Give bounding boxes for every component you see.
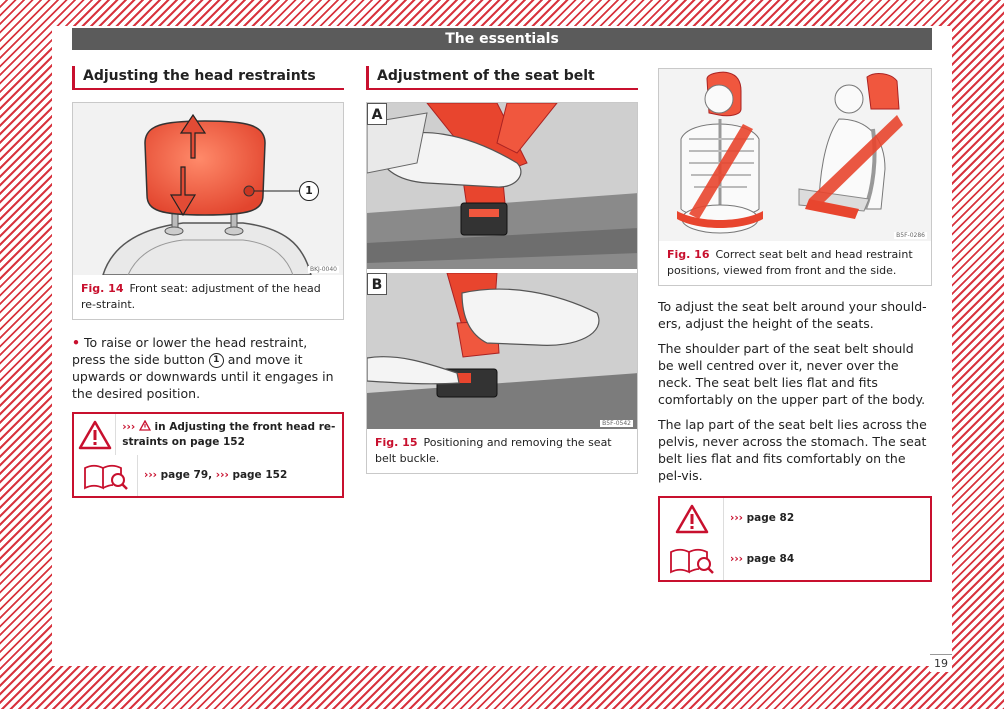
ref-arrows-2: ››› [215,469,229,481]
warning-reference-text[interactable] [724,511,794,526]
column-head-restraints [72,66,344,498]
figure-label: Fig. 16 [667,248,710,261]
head-restraint-instructions [72,334,344,402]
warning-icon-cell [660,498,724,539]
warning-reference-text[interactable] [116,420,342,450]
book-reference-row [660,539,930,580]
callout-1: 1 [299,181,319,201]
ref-arrows: ››› [730,512,743,524]
figure-caption [659,241,931,285]
column-seat-belt-positions [658,68,932,582]
buckle-insert-illustration [367,103,637,269]
warning-triangle-icon [78,420,112,450]
page-link-2: page 152 [232,469,288,481]
instruction-part1: To raise or lower the head restraint, press the side button [72,335,308,367]
page-link-1: page 79, [160,469,213,481]
manual-page [52,26,952,670]
book-reference-text[interactable] [724,552,794,567]
warning-triangle-icon [675,504,709,534]
bullet-icon: • [72,335,80,350]
panel-label-b: B [367,273,387,295]
figure-label: Fig. 14 [81,282,124,295]
section-title-head-restraints: Adjusting the head restraints [72,66,344,90]
book-magnifier-icon [83,462,129,490]
book-icon-cell [660,539,724,580]
warning-icon-cell [74,414,116,455]
panel-label-a: A [367,103,387,125]
ref-arrows: ››› [144,469,157,481]
instruction-part2: and move it upwards or downwards until it engages in the desired position. [72,352,334,401]
warning-reference-row [660,498,930,539]
book-icon-cell [74,455,138,496]
figure-15 [366,102,638,474]
small-warning-icon [139,420,151,431]
page-number: 19 [930,654,952,672]
warning-link-text: in Adjusting the front head re-straints on page 152 [122,420,336,448]
figure-caption-text: Front seat: adjustment of the head re-straint. [81,282,321,311]
figure-caption [73,275,343,319]
paragraph-1: To adjust the seat belt around your should-ers, adjust the height of the seats. [658,299,927,331]
paragraph-3: The lap part of the seat belt lies across the pelvis, never across the stomach. The seat belt lies flat and fits comfortably on the pel-vis. [658,417,927,483]
ref-arrows: ››› [122,420,136,433]
buckle-remove-drawing [367,273,637,429]
book-reference-row [74,455,342,496]
seat-belt-instructions [658,298,932,484]
figure-caption-text: Correct seat belt and head restraint positions, viewed from front and the side. [667,248,913,277]
figure-caption [367,429,637,473]
warning-reference-row [74,414,342,455]
section-title-seat-belt: Adjustment of the seat belt [366,66,638,90]
column-seat-belt [366,66,638,474]
ref-arrows: ››› [730,553,743,565]
skeleton-belt-drawing [659,69,931,241]
figure-code: B5F-0542 [602,420,631,427]
paragraph-2: The shoulder part of the seat belt should be well centred over it, never over the neck. The seat belt lies flat and fits comfortably on the upper part of the body. [658,341,926,407]
button-callout-icon: 1 [209,353,224,368]
reference-box [72,412,344,498]
figure-label: Fig. 15 [375,436,418,449]
reference-box [658,496,932,582]
belt-position-illustration [659,69,931,241]
figure-caption-text: Positioning and removing the seat belt buckle. [375,436,612,465]
page-link: page 84 [746,553,795,565]
chapter-header: The essentials [72,28,932,50]
book-magnifier-icon [669,546,715,574]
figure-16 [658,68,932,286]
figure-14 [72,102,344,320]
figure-code: BKJ-0040 [309,266,337,273]
buckle-remove-illustration [367,269,637,429]
figure-code: B5F-0286 [896,232,925,239]
buckle-insert-drawing [367,103,637,269]
head-restraint-illustration [73,103,343,275]
book-reference-text[interactable] [138,468,287,483]
page-link: page 82 [746,512,795,524]
